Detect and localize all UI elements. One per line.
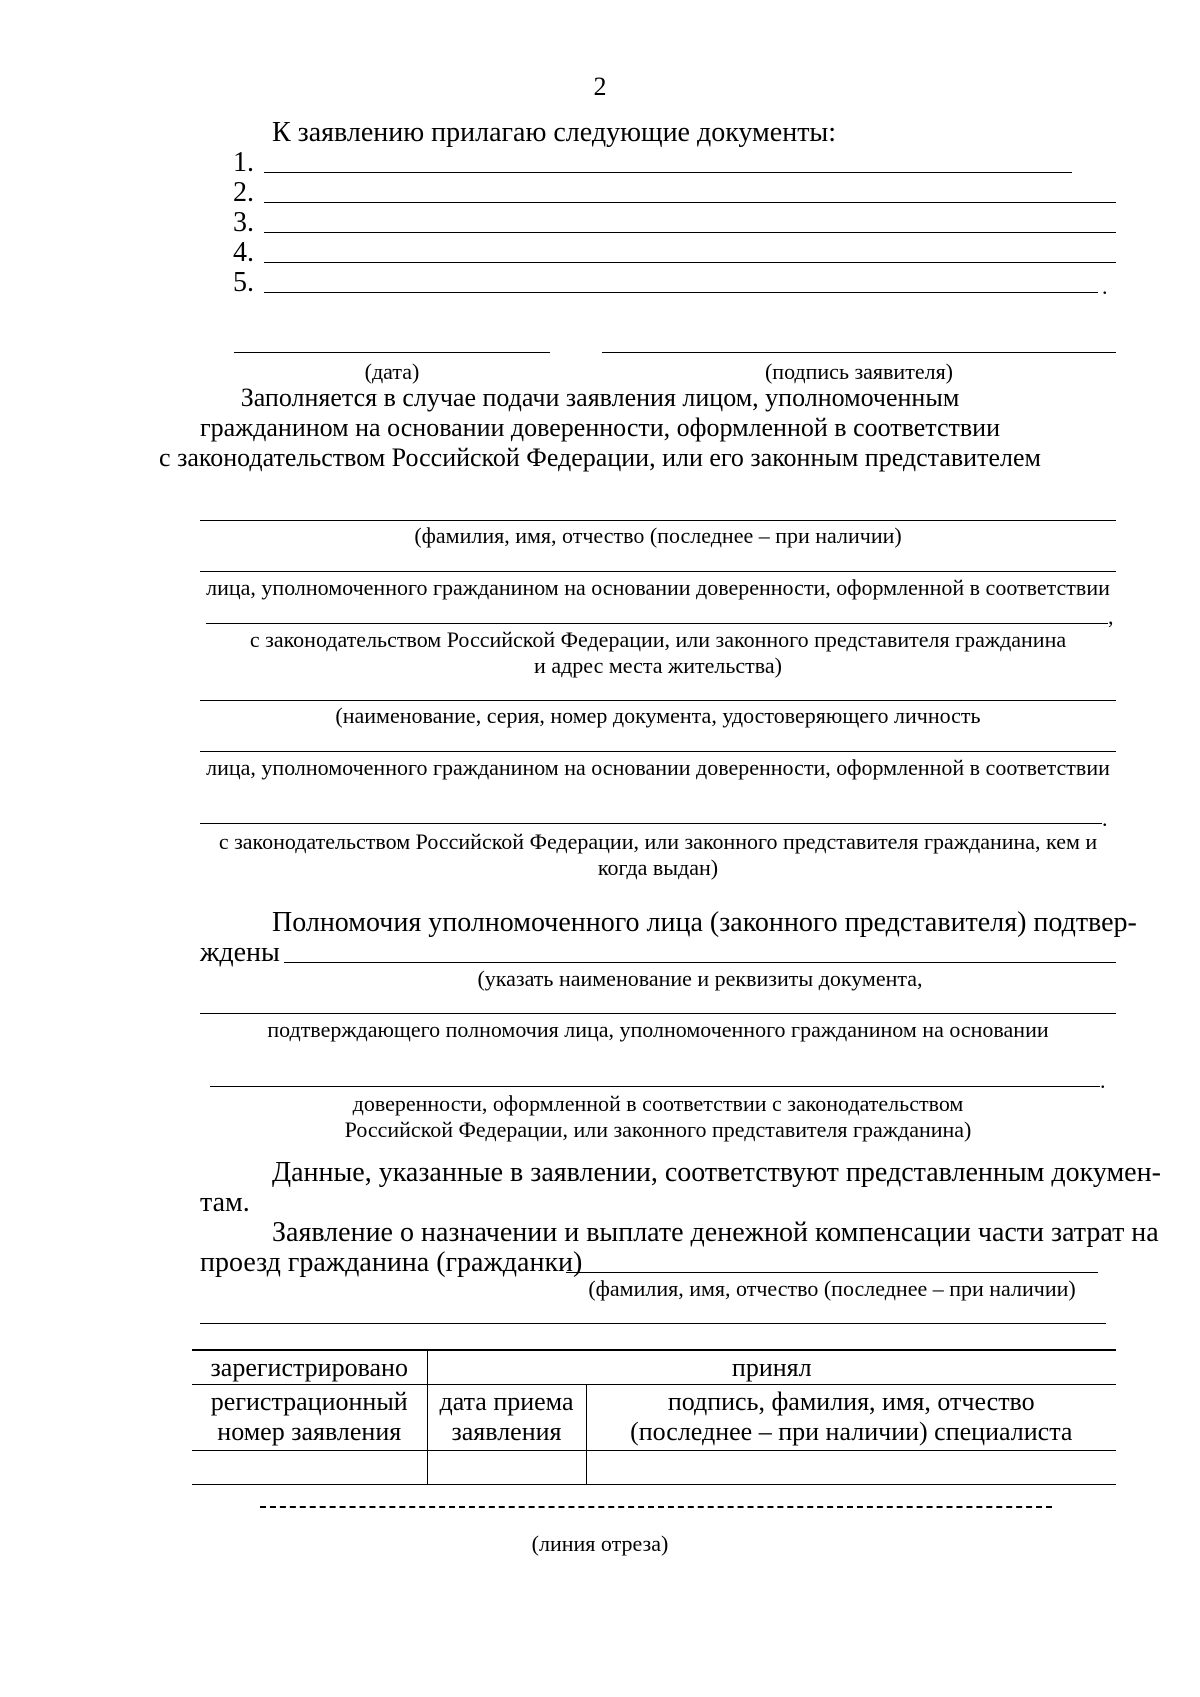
representative-name-caption: (фамилия, имя, отчество (последнее – при наличии) <box>414 523 902 548</box>
applicant-name-line-2[interactable] <box>200 1323 1106 1324</box>
authority-text-line-2: ждены <box>200 937 280 968</box>
line-period: . <box>1100 1068 1106 1093</box>
registration-number-cell[interactable] <box>192 1450 427 1484</box>
line-period: . <box>1102 274 1108 299</box>
confirmation-line-1: Данные, указанные в заявлении, соответствуют представленным докумен- <box>272 1157 1161 1188</box>
specialist-header-line-1: подпись, фамилия, имя, отчество <box>667 1386 1035 1416</box>
specialist-header-line-2: (последнее – при наличии) специалиста <box>630 1416 1073 1446</box>
acceptance-date-header-line-1: дата приема <box>439 1386 574 1416</box>
identity-document-caption-2: лица, уполномоченного гражданином на основании доверенности, оформленной в соответствии <box>206 755 1110 780</box>
representative-name-caption-2: лица, уполномоченного гражданином на основании доверенности, оформленной в соответствии <box>206 575 1110 600</box>
authority-caption-4: Российской Федерации, или законного представителя гражданина) <box>344 1117 972 1142</box>
attachment-item-number: 4. <box>233 237 254 268</box>
acceptance-date-cell[interactable] <box>427 1450 586 1484</box>
cut-line <box>260 1506 1052 1508</box>
identity-document-line[interactable] <box>200 700 1116 701</box>
attachments-heading: К заявлению прилагаю следующие документы: <box>272 117 837 148</box>
attachment-line-2[interactable] <box>264 202 1116 203</box>
date-line[interactable] <box>234 352 550 353</box>
cut-line-caption: (линия отреза) <box>531 1531 669 1556</box>
registration-number-header <box>192 1384 427 1450</box>
specialist-header <box>586 1384 1116 1450</box>
line-comma: , <box>1108 604 1114 629</box>
registration-number-header-line-2: номер заявления <box>217 1416 402 1446</box>
confirmation-line-2: там. <box>200 1187 250 1218</box>
representative-heading-line-3: с законодательством Российской Федерации, или его законным представителем <box>159 443 1041 472</box>
application-line-1: Заявление о назначении и выплате денежной компенсации части затрат на <box>272 1217 1159 1248</box>
applicant-name-line[interactable] <box>566 1272 1098 1273</box>
authority-caption-1: (указать наименование и реквизиты документа, <box>477 966 923 991</box>
authority-caption-2: подтверждающего полномочия лица, уполномоченного гражданином на основании <box>267 1017 1049 1042</box>
acceptance-date-header-line-2: заявления <box>451 1416 562 1446</box>
authority-document-line-3[interactable] <box>210 1086 1100 1087</box>
acceptance-date-header <box>427 1384 586 1450</box>
registration-table <box>192 1349 1116 1485</box>
authority-text-line-1: Полномочия уполномоченного лица (законного представителя) подтвер- <box>272 907 1137 938</box>
signature-caption: (подпись заявителя) <box>764 359 954 384</box>
representative-heading-line-1: Заполняется в случае подачи заявления лицом, уполномоченным <box>240 383 960 412</box>
representative-name-line-2[interactable] <box>200 571 1116 572</box>
attachment-line-1[interactable] <box>264 172 1072 173</box>
identity-document-caption: (наименование, серия, номер документа, удостоверяющего личность <box>335 703 981 728</box>
applicant-name-caption: (фамилия, имя, отчество (последнее – при наличии) <box>588 1276 1076 1301</box>
representative-address-line[interactable] <box>206 623 1108 624</box>
identity-document-caption-3: с законодательством Российской Федерации, или законного представителя гражданина, кем и <box>218 829 1098 854</box>
attachment-item-number: 2. <box>233 177 254 208</box>
registration-number-header-line-1: регистрационный <box>210 1386 408 1416</box>
identity-document-line-3[interactable] <box>200 823 1102 824</box>
representative-name-line[interactable] <box>200 520 1116 521</box>
attachment-line-4[interactable] <box>264 262 1116 263</box>
signature-line[interactable] <box>602 352 1116 353</box>
attachment-item-number: 3. <box>233 207 254 238</box>
attachment-line-5[interactable] <box>264 292 1098 293</box>
line-period: . <box>1102 806 1108 831</box>
authority-document-line-2[interactable] <box>200 1013 1116 1014</box>
authority-caption-3: доверенности, оформленной в соответствии с законодательством <box>352 1091 964 1116</box>
attachment-item-number: 1. <box>233 147 254 178</box>
accepted-header: принял <box>427 1350 1116 1384</box>
page-number: 2 <box>593 72 607 101</box>
identity-document-line-2[interactable] <box>200 751 1116 752</box>
authority-document-line[interactable] <box>284 962 1116 963</box>
attachment-item-number: 5. <box>233 267 254 298</box>
representative-name-caption-4: и адрес места жительства) <box>534 653 782 678</box>
date-caption: (дата) <box>364 359 420 384</box>
registered-header: зарегистрировано <box>192 1350 427 1384</box>
attachment-line-3[interactable] <box>264 232 1116 233</box>
representative-heading-line-2: гражданином на основании доверенности, оформленной в соответствии <box>200 413 1000 442</box>
representative-name-caption-3: с законодательством Российской Федерации, или законного представителя гражданина <box>249 627 1067 652</box>
identity-document-caption-4: когда выдан) <box>597 855 719 880</box>
application-line-2: проезд гражданина (гражданки) <box>200 1247 583 1278</box>
specialist-cell[interactable] <box>586 1450 1116 1484</box>
